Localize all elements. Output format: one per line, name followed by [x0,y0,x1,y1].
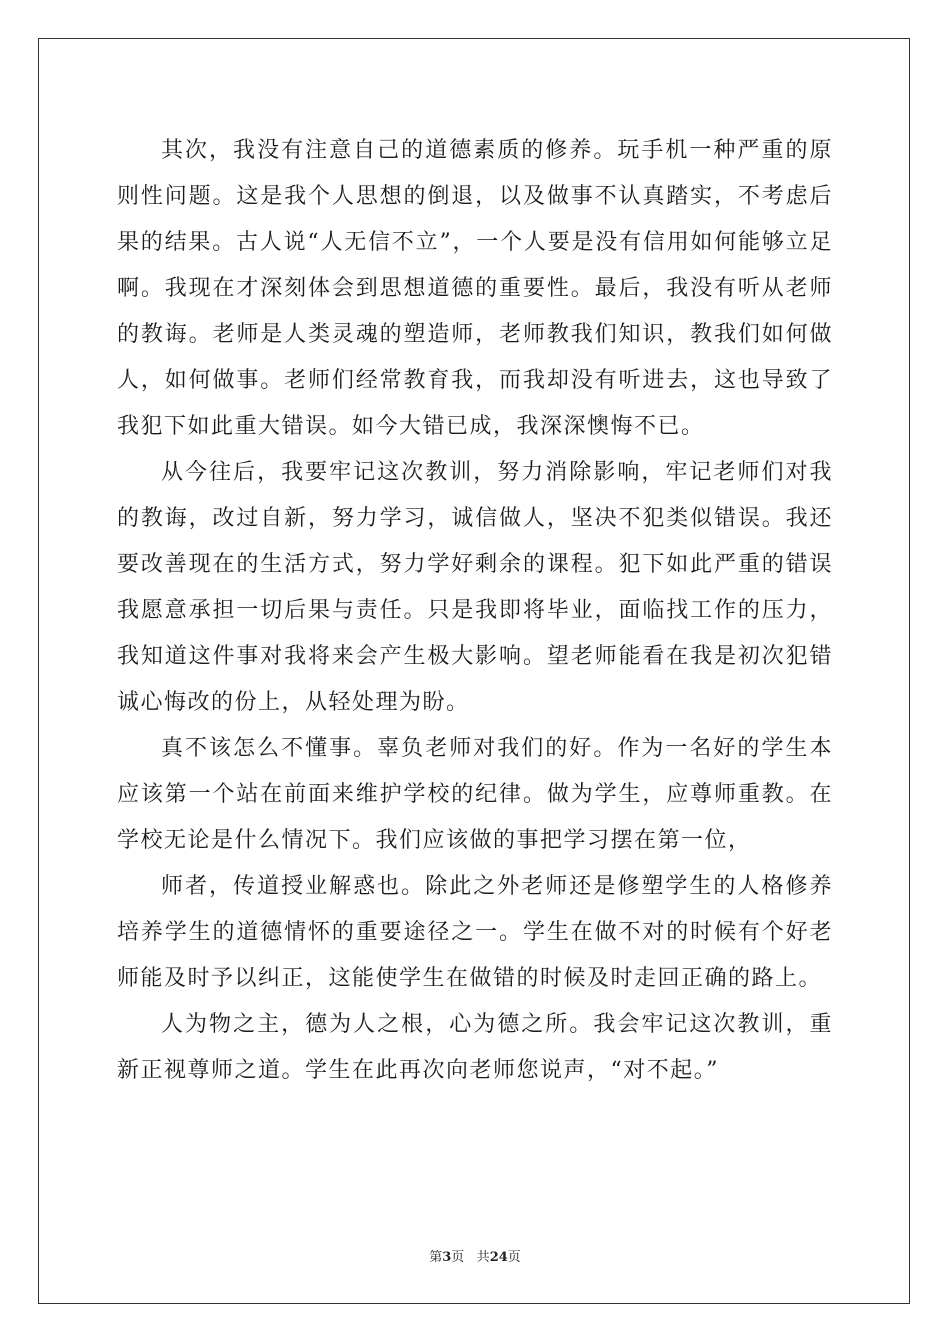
total-suffix: 页 [507,1250,521,1265]
paragraph: 师者，传道授业解惑也。除此之外老师还是修塑学生的人格修养培养学生的道德情怀的重要途径之一。学生在做不对的时候有个好老师能及时予以纠正，这能使学生在做错的时候及时走回正确的路上。 [117,874,833,991]
total-prefix: 共 [476,1250,490,1265]
page-footer [0,1246,950,1265]
page-prefix: 第 [429,1250,443,1265]
paragraph: 真不该怎么不懂事。辜负老师对我们的好。作为一名好的学生本应该第一个站在前面来维护学校的纪律。做为学生，应尊师重教。在学校无论是什么情况下。我们应该做的事把学习摆在第一位， [117,736,833,853]
paragraph: 从今往后，我要牢记这次教训，努力消除影响，牢记老师们对我的教诲，改过自新，努力学习，诚信做人，坚决不犯类似错误。我还要改善现在的生活方式，努力学好剩余的课程。犯下如此严重的错误我愿意承担一切后果与责任。只是我即将毕业，面临找工作的压力，我知道这件事对我将来会产生极大影响。望老师能看在我是初次犯错诚心悔改的份上，从轻处理为盼。 [117,460,833,715]
total-pages: 24 [489,1250,508,1265]
page-suffix: 页 [451,1250,465,1265]
document-body [117,128,833,1094]
paragraph: 人为物之主，德为人之根，心为德之所。我会牢记这次教训，重新正视尊师之道。学生在此再次向老师您说声，“对不起。” [117,1012,833,1083]
page-number: 3 [442,1250,452,1265]
paragraph: 其次，我没有注意自己的道德素质的修养。玩手机一种严重的原则性问题。这是我个人思想的倒退，以及做事不认真踏实，不考虑后果的结果。古人说“人无信不立”，一个人要是没有信用如何能够立足啊。我现在才深刻体会到思想道德的重要性。最后，我没有听从老师的教诲。老师是人类灵魂的塑造师，老师教我们知识，教我们如何做人，如何做事。老师们经常教育我，而我却没有听进去，这也导致了我犯下如此重大错误。如今大错已成，我深深懊悔不已。 [117,138,833,439]
